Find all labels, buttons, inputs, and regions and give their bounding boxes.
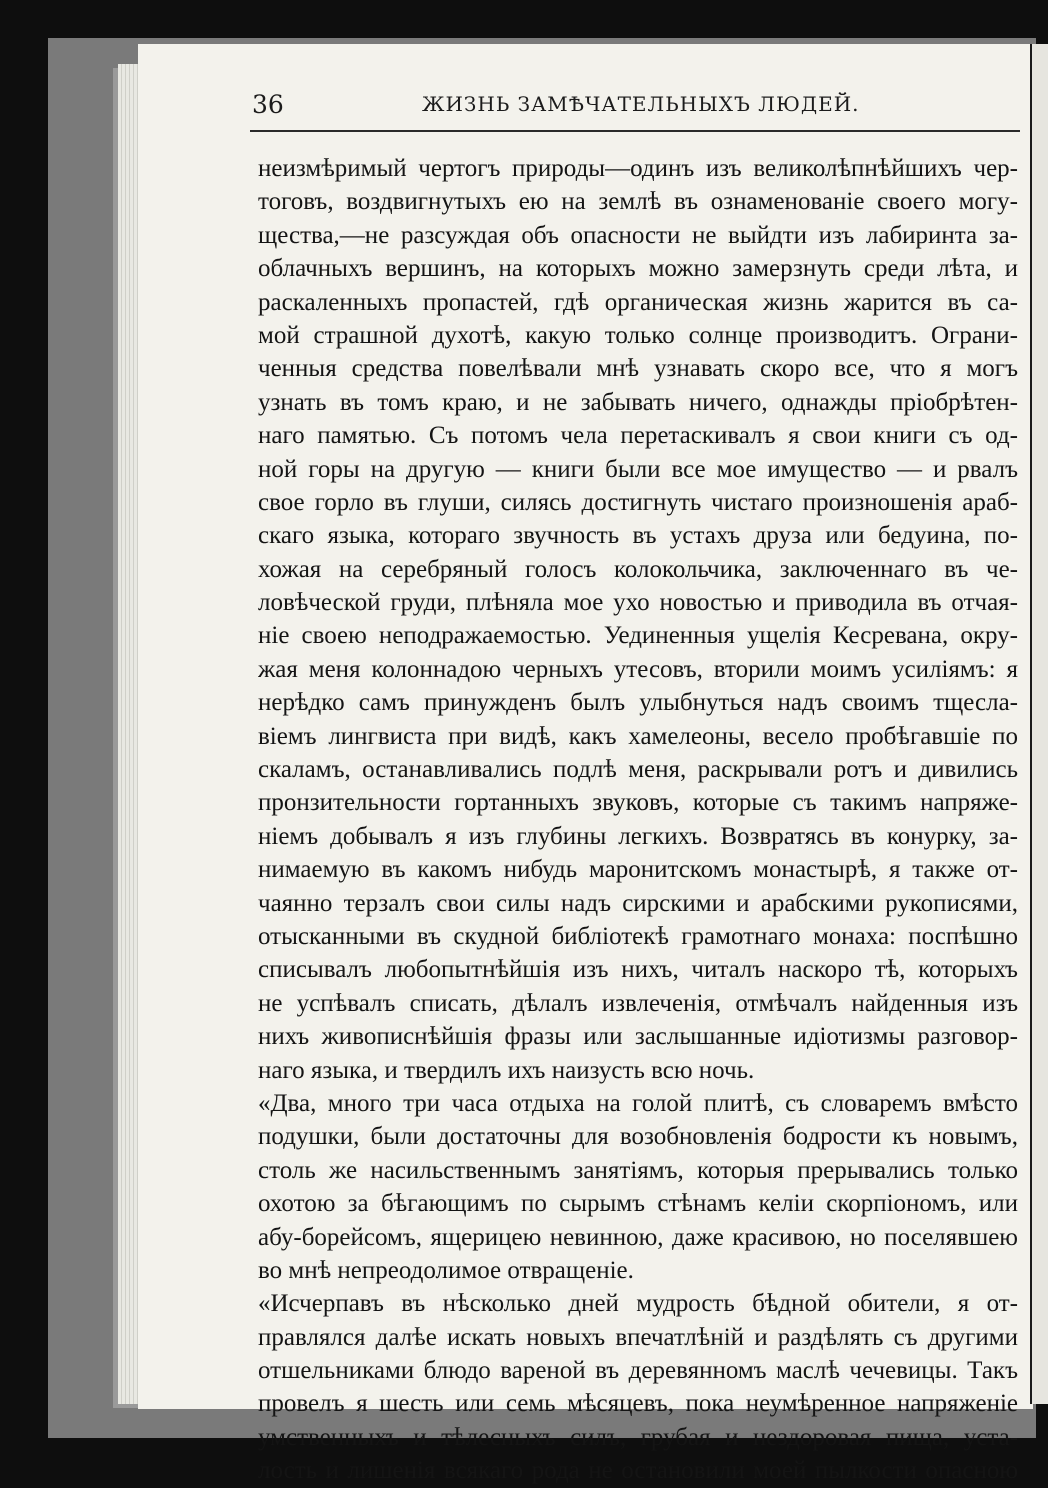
text-line: ніемъ добывалъ я изъ глубины легкихъ. Возвратясь въ конурку, за-	[258, 822, 1018, 850]
text-line: списывалъ любопытнѣйшія изъ нихъ, читалъ наскоро тѣ, которыхъ	[258, 956, 1018, 984]
text-line: віемъ лингвиста при видѣ, какъ хамелеоны, весело пробѣгавшіе по	[258, 722, 1018, 750]
text-line: умственныхъ и тѣлесныхъ силъ, грубая и нездоровая пища, уста-	[258, 1423, 1018, 1451]
text-line: правлялся далѣе искать новыхъ впечатлѣній и раздѣлять съ другими	[258, 1323, 1018, 1351]
text-line: чаянно терзалъ свои силы надъ сирскими и арабскими рукописями,	[258, 889, 1018, 917]
text-line: скаламъ, останавливались подлѣ меня, раскрывали ротъ и дивились	[258, 756, 1018, 784]
text-line: нерѣдко самъ принужденъ былъ улыбнуться надъ своимъ тщесла-	[258, 689, 1018, 717]
text-line: скаго языка, котораго звучность въ устахъ друза или бедуина, по-	[258, 522, 1018, 550]
text-line: отшельниками блюдо вареной въ деревянномъ маслѣ чечевицы. Такъ	[258, 1357, 1018, 1385]
text-line: ной горы на другую — книги были все мое имущество — и рвалъ	[258, 455, 1018, 483]
header-rule	[250, 130, 1020, 132]
text-line: охотою за бѣгающимъ по сырымъ стѣнамъ келіи скорпіономъ, или	[258, 1190, 1018, 1218]
text-line: тоговъ, воздвигнутыхъ ею на землѣ въ ознаменованіе своего могу-	[258, 188, 1018, 216]
text-line: столь же насильственнымъ занятіямъ, которыя прерывались только	[258, 1156, 1018, 1184]
text-line: жая меня колоннадою черныхъ утесовъ, вторили моимъ усиліямъ: я	[258, 655, 1018, 683]
running-title: ЖИЗНЬ ЗАМѢЧАТЕЛЬНЫХЪ ЛЮДЕЙ.	[422, 92, 860, 116]
text-line: пронзительности гортанныхъ звуковъ, которые съ такимъ напряже-	[258, 789, 1018, 817]
text-line: подушки, были достаточны для возобновленія бодрости къ новымъ,	[258, 1123, 1018, 1151]
body-text	[258, 152, 1018, 1488]
text-line: узнать въ томъ краю, и не забывать ничего, однажды пріобрѣтен-	[258, 388, 1018, 416]
text-line: щества,—не разсуждая объ опасности не выйдти изъ лабиринта за-	[258, 221, 1018, 249]
text-line: «Два, много три часа отдыха на голой плитѣ, съ словаремъ вмѣсто	[258, 1089, 1018, 1117]
text-line: свое горло въ глуши, силясь достигнуть чистаго произношенія араб-	[258, 488, 1018, 516]
text-line: ніе своею неподражаемостью. Уединенныя ущелія Кесревана, окру-	[258, 622, 1018, 650]
text-line: ловѣческой груди, плѣняла мое ухо новостью и приводила въ отчая-	[258, 589, 1018, 617]
text-line: не успѣвалъ списать, дѣлалъ извлеченія, отмѣчалъ найденныя изъ	[258, 989, 1018, 1017]
text-line: хожая на серебряный голосъ колокольчика, заключеннаго въ че-	[258, 555, 1018, 583]
page-number: 36	[252, 89, 284, 119]
text-line: мой страшной духотѣ, какую только солнце производитъ. Ограни-	[258, 321, 1018, 349]
page-header	[252, 84, 1012, 124]
text-line: лость и лишенія всякаго рода не остановили моей пылкости опасною	[258, 1457, 1018, 1485]
text-line: во мнѣ непреодолимое отвращеніе.	[258, 1256, 634, 1284]
text-line: неизмѣримый чертогъ природы—одинъ изъ великолѣпнѣйшихъ чер-	[258, 155, 1018, 182]
text-line: облачныхъ вершинъ, на которыхъ можно замерзнуть среди лѣта, и	[258, 255, 1018, 283]
text-line: «Исчерпавъ въ нѣсколько дней мудрость бѣдной обители, я от-	[258, 1290, 1018, 1318]
text-line: ченныя средства повелѣвали мнѣ узнавать скоро все, что я могъ	[258, 355, 1018, 383]
text-line: нимаемую въ какомъ нибудь маронитскомъ монастырѣ, я также от-	[258, 856, 1018, 884]
facing-page-edge	[1030, 44, 1048, 1404]
text-line: отысканными въ скудной библіотекѣ грамотнаго монаха: поспѣшно	[258, 922, 1018, 950]
text-line: раскаленныхъ пропастей, гдѣ органическая жизнь жарится въ са-	[258, 288, 1018, 316]
text-line: наго памятью. Съ потомъ чела перетаскивалъ я свои книги съ од-	[258, 422, 1018, 450]
text-line: провелъ я шесть или семь мѣсяцевъ, пока неумѣренное напряженіе	[258, 1390, 1018, 1418]
text-line: нихъ живописнѣйшія фразы или заслышанные идіотизмы разговор-	[258, 1023, 1018, 1051]
text-line: наго языка, и твердилъ ихъ наизусть всю ночь.	[258, 1056, 755, 1084]
text-line: абу-борейсомъ, ящерицею невинною, даже красивою, но поселявшею	[258, 1223, 1018, 1251]
